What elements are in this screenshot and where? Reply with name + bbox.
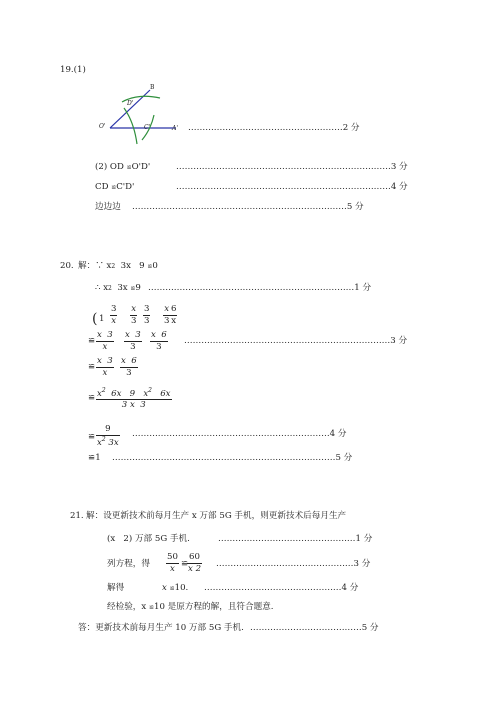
q21-dots-2: …………………………………………1 分 bbox=[218, 534, 373, 544]
q21-eq-label: 列方程，得 bbox=[107, 559, 150, 569]
q20-step1: ∴ x2 3x ≌9 bbox=[95, 283, 141, 293]
point-b-label: B bbox=[150, 84, 155, 91]
q21-dots-5: …………………………………5 分 bbox=[250, 623, 379, 633]
q21-solve: x ≌10. bbox=[162, 583, 189, 593]
q20-frac-6-over-3: 6 x bbox=[171, 304, 177, 326]
point-a-label: A' bbox=[172, 125, 178, 132]
q20-step4-mark: ≌ bbox=[88, 362, 96, 372]
q19-dots-3: …………………………………………………………………4 分 bbox=[176, 182, 408, 192]
q21-dots-3: …………………………………………3 分 bbox=[216, 559, 371, 569]
q20-step6-frac: 9 $x^2$ 3x bbox=[97, 424, 119, 448]
q21-label: 21. bbox=[70, 511, 84, 521]
q19-dots-4: …………………………………………………………………5 分 bbox=[132, 202, 364, 212]
q19-dots-2: …………………………………………………………………3 分 bbox=[176, 162, 408, 172]
q20-step5-mark: ≌ bbox=[88, 393, 96, 403]
q20-dots-5: ……………………………………………………………………5 分 bbox=[112, 453, 353, 463]
q20-dots-4: ……………………………………………………………4 分 bbox=[132, 429, 347, 439]
q21-line2: (x 2) 万部 5G 手机. bbox=[107, 534, 190, 544]
q20-frac-x-over-3: x 3 bbox=[131, 304, 137, 326]
q20-one: 1 bbox=[99, 314, 105, 324]
q20-frac-3-over-3: 3 3 bbox=[144, 304, 150, 326]
q19-label: 19.(1) bbox=[60, 65, 86, 75]
q20-paren-open: ( bbox=[92, 311, 98, 327]
q20-given: 解：∵ x2 3x 9 ≌0 bbox=[78, 261, 158, 271]
q20-step3-frac-c: x 6 3 bbox=[151, 330, 167, 352]
q20-step4-frac-a: x 3 x bbox=[97, 356, 113, 378]
q19-line4-text: 边边边 bbox=[95, 202, 121, 212]
q21-intro: 解：设更新技术前每月生产 x 万部 5G 手机，则更新技术后每月生产 bbox=[86, 511, 347, 521]
q20-label: 20. bbox=[60, 261, 74, 271]
point-c-label: C' bbox=[144, 124, 151, 131]
point-d-label: D' bbox=[127, 100, 134, 107]
q20-frac-3-over-x: 3 x bbox=[111, 304, 117, 326]
q21-answer: 答：更新技术前每月生产 10 万部 5G 手机. bbox=[78, 623, 244, 633]
q19-line2-text: (2) OD ≌O'D' bbox=[95, 162, 151, 172]
q21-dots-4: …………………………………………4 分 bbox=[204, 583, 359, 593]
q20-dots-3: ………………………………………………………………3 分 bbox=[184, 336, 408, 346]
q20-frac-x-over-3-b: x 3 bbox=[164, 304, 170, 326]
q21-eq-left: 50 x bbox=[167, 552, 178, 574]
q20-dots-1: ………………………………………………………………1 分 bbox=[148, 283, 372, 293]
q21-eq-sign: ≌ bbox=[181, 559, 189, 569]
q19-dots-1: ………………………………………………2 分 bbox=[188, 123, 360, 133]
q20-step3-frac-b: x 3 3 bbox=[125, 330, 141, 352]
q19-line3-text: CD ≌C'D' bbox=[95, 182, 135, 192]
q21-solve-label: 解得 bbox=[107, 583, 125, 593]
q20-step3-frac-a: x 3 x bbox=[97, 330, 113, 352]
q20-step5-frac: $x^2$ 6x 9 $x^2$ 6x 3 x 3 bbox=[97, 387, 171, 411]
q20-step6-mark: ≌ bbox=[88, 432, 96, 442]
q20-step7: ≌1 bbox=[88, 453, 101, 463]
q21-check: 经检验，x ≌10 是原方程的解，且符合题意. bbox=[107, 602, 274, 612]
q20-step4-frac-b: x 6 3 bbox=[121, 356, 137, 378]
q21-eq-right: 60 x 2 bbox=[188, 552, 202, 574]
q20-step3-mark: ≌ bbox=[88, 336, 96, 346]
point-o-label: O' bbox=[99, 123, 106, 130]
